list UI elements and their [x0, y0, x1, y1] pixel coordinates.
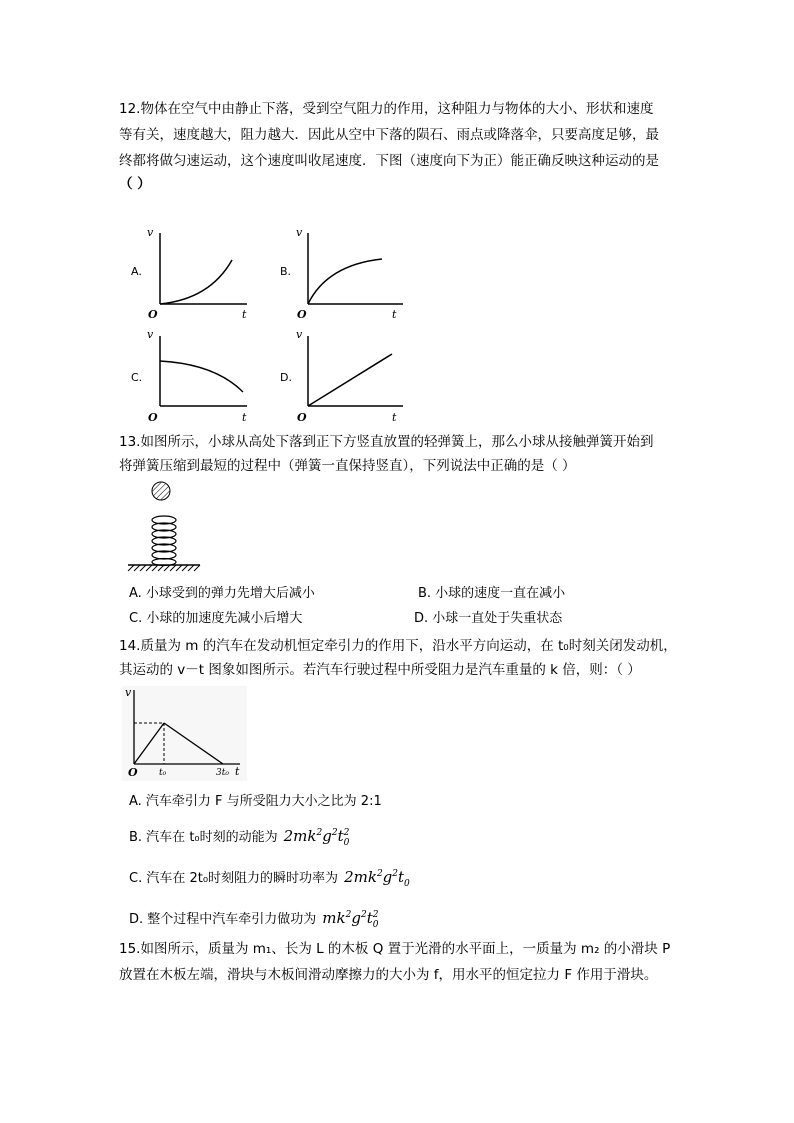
q12-graph-d	[277, 326, 407, 426]
graph-b-letter: B.	[280, 265, 292, 278]
q14-option-c-formula: $2mk^2g^2t_0$	[344, 868, 410, 889]
graph-d-v-label: v	[296, 328, 303, 341]
graph-d-t-label: t	[392, 411, 397, 424]
q14-origin: O	[128, 766, 138, 779]
graph-d-origin: O	[297, 411, 307, 424]
q14-t0-label: t₀	[159, 768, 167, 778]
q14-option-d	[129, 905, 381, 930]
q13-option-b: B. 小球的速度一直在减小	[418, 586, 566, 601]
q14-line-2: 其运动的 v－t 图象如图所示。若汽车行驶过程中所受阻力是汽车重量的 k 倍，则：（ ）	[119, 662, 641, 678]
q14-t-label: t	[235, 765, 240, 778]
q13-line-1: 13.如图所示，小球从高处下落到正下方竖直放置的轻弹簧上，那么小球从接触弹簧开始到	[119, 434, 654, 450]
q12-graph-b	[277, 225, 407, 325]
graph-c-letter: C.	[131, 371, 143, 384]
q14-3t0-label: 3t₀	[216, 768, 229, 778]
q12-graph-c	[125, 326, 255, 426]
q14-option-d-text: D. 整个过程中汽车牵引力做功为	[129, 912, 317, 927]
graph-a-curve	[160, 260, 232, 304]
q12-line-2: 等有关，速度越大，阻力越大．因此从空中下落的陨石、雨点或降落伞，只要高度足够，最	[119, 127, 659, 143]
graph-c-curve	[160, 361, 243, 392]
q14-line-1: 14.质量为 m 的汽车在发动机恒定牵引力的作用下，沿水平方向运动，在 t₀时刻关闭发动机，	[119, 638, 677, 654]
q12-line-1: 12.物体在空气中由静止下落，受到空气阻力的作用，这种阻力与物体的大小、形状和速度	[119, 101, 654, 117]
q12-answer-blank: （ ）	[119, 176, 151, 192]
q15-line-2: 放置在木板左端，滑块与木板间滑动摩擦力的大小为 f，用水平的恒定拉力 F 作用于滑块。	[119, 967, 658, 983]
graph-c-t-label: t	[242, 411, 247, 424]
q13-option-d: D. 小球一直处于失重状态	[414, 611, 563, 626]
q14-option-a: A. 汽车牵引力 F 与所受阻力大小之比为 2:1	[129, 794, 382, 809]
ball-spring-figure	[120, 478, 210, 573]
graph-d-letter: D.	[280, 371, 292, 384]
q14-option-b-text: B. 汽车在 t₀时刻的动能为	[129, 830, 278, 845]
q13-option-a: A. 小球受到的弹力先增大后减小	[129, 586, 315, 601]
q14-option-b-formula: $2mk^2g^2t$ 2 0	[283, 827, 350, 848]
graph-a-t-label: t	[242, 308, 247, 321]
graph-b-curve	[308, 259, 382, 304]
graph-c-v-label: v	[147, 328, 154, 341]
q14-option-d-formula: $mk^2g^2t$ 2 0	[322, 909, 379, 930]
graph-c-origin: O	[148, 411, 158, 424]
q15-line-1: 15.如图所示，质量为 m₁、长为 L 的木板 Q 置于光滑的水平面上，一质量为 m₂ 的小滑块 P	[119, 941, 671, 957]
graph-b-v-label: v	[296, 226, 303, 239]
ball	[152, 482, 170, 500]
q13-line-2: 将弹簧压缩到最短的过程中（弹簧一直保持竖直），下列说法中正确的是（ ）	[119, 458, 576, 474]
q14-option-b	[129, 823, 352, 848]
q14-vt-graph	[122, 686, 247, 781]
graph-d-line	[308, 354, 392, 406]
graph-b-origin: O	[297, 308, 307, 321]
graph-b-t-label: t	[392, 308, 397, 321]
q12-line-3: 终都将做匀速运动，这个速度叫收尾速度．下图（速度向下为正）能正确反映这种运动的是	[119, 153, 659, 169]
q13-option-c: C. 小球的加速度先减小后增大	[129, 611, 303, 626]
q14-v-label: v	[125, 686, 132, 699]
graph-a-v-label: v	[147, 226, 154, 239]
q14-option-c	[129, 864, 410, 894]
spring	[152, 516, 176, 566]
q14-option-c-text: C. 汽车在 2t₀时刻阻力的瞬时功率为	[129, 871, 339, 886]
graph-a-origin: O	[148, 308, 158, 321]
graph-a-letter: A.	[131, 265, 142, 278]
q12-graph-a	[125, 225, 255, 325]
